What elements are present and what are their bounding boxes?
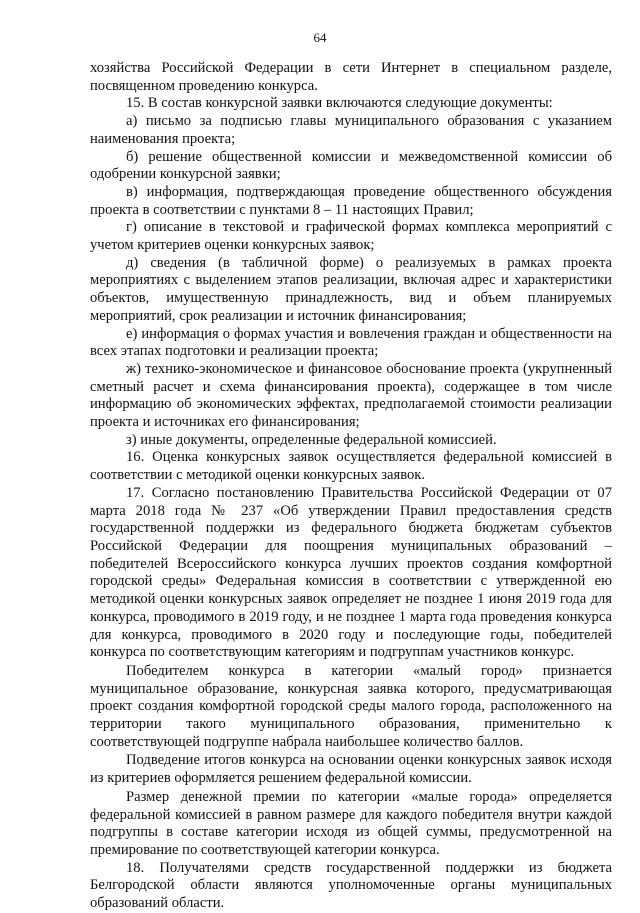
paragraph-15e: е) информация о формах участия и вовлечения граждан и общественности на всех этапах подготовки и реализации проекта;: [90, 325, 612, 360]
paragraph-results: Подведение итогов конкурса на основании оценки конкурсных заявок исходя из критериев оформляется решением федеральной комиссии.: [90, 752, 612, 787]
paragraph-15b: б) решение общественной комиссии и межведомственной комиссии об одобрении конкурсной заявки;: [90, 148, 612, 183]
paragraph-15d: д) сведения (в табличной форме) о реализуемых в рамках проекта мероприятиях с выделением этапов реализации, включая адрес и характеристики объектов, имущественную принадлежность, вид и объем планируемых мероприятий, срок реализации и источник финансирования;: [90, 254, 612, 324]
paragraph-prize-amount: Размер денежной премии по категории «малые города» определяется федеральной комиссией в равном размере для каждого победителя внутри каждой подгруппы в составе категории исходя из общей суммы, предусмотренной на премирование по соответствующей категории конкурса.: [90, 788, 612, 858]
paragraph-18: 18. Получателями средств государственной поддержки из бюджета Белгородской области являются уполномоченные органы муниципальных образований области.: [90, 859, 612, 912]
paragraph-15: 15. В состав конкурсной заявки включаются следующие документы:: [126, 95, 553, 112]
paragraph-15v: в) информация, подтверждающая проведение общественного обсуждения проекта в соответствии с пунктами 8 – 11 настоящих Правил;: [90, 183, 612, 218]
paragraph-15zh: ж) технико-экономическое и финансовое обоснование проекта (укрупненный сметный расчет и схема финансирования проекта), содержащее в том числе информацию об экономических эффектах, предполагаемой стоимости реализации проекта и источниках его финансирования;: [90, 360, 612, 431]
page-number: 64: [313, 30, 327, 45]
paragraph-15a: а) письмо за подписью главы муниципального образования с указанием наименования проекта;: [90, 113, 612, 147]
paragraph-17: 17. Согласно постановлению Правительства Российской Федерации от 07 марта 2018 года № 237 «Об утверждении Правил предоставления средств государственной поддержки из федерального бюджета бюджетам субъектов Российской Федерации для поощрения муниципальных образований – победителей Всероссийского конкурса лучших проектов создания комфортной городской среды» Федеральная комиссия в соответствии с утвержденной ею методикой оценки конкурсных заявок определяет не позднее 1 июня 2019 года для конкурса, проводимого в 2019 году, и не позднее 1 марта года проведения конкурса для конкурса, проводимого в 2020 году и последующие годы, победителей конкурса по соответствующим категориям и подгруппам участников конкурс.: [90, 484, 612, 661]
paragraph-16: 16. Оценка конкурсных заявок осуществляется федеральной комиссией в соответствии с методикой оценки конкурсных заявок.: [90, 449, 612, 484]
document-body: [90, 60, 612, 913]
paragraph-15z: з) иные документы, определенные федеральной комиссией.: [126, 431, 497, 448]
paragraph-winner-small-town: Победителем конкурса в категории «малый город» признается муниципальное образование, конкурсная заявка которого, предусматривающая проект создания комфортной городской среды малого города, расположенного на территории такого муниципального образования, применительно к соответствующей подгруппе набрала наибольшее количество баллов.: [90, 662, 612, 750]
paragraph-continuation: хозяйства Российской Федерации в сети Интернет в специальном разделе, посвященном проведению конкурса.: [90, 60, 612, 94]
paragraph-15g: г) описание в текстовой и графической формах комплекса мероприятий с учетом критериев оценки конкурсных заявок;: [90, 219, 612, 254]
